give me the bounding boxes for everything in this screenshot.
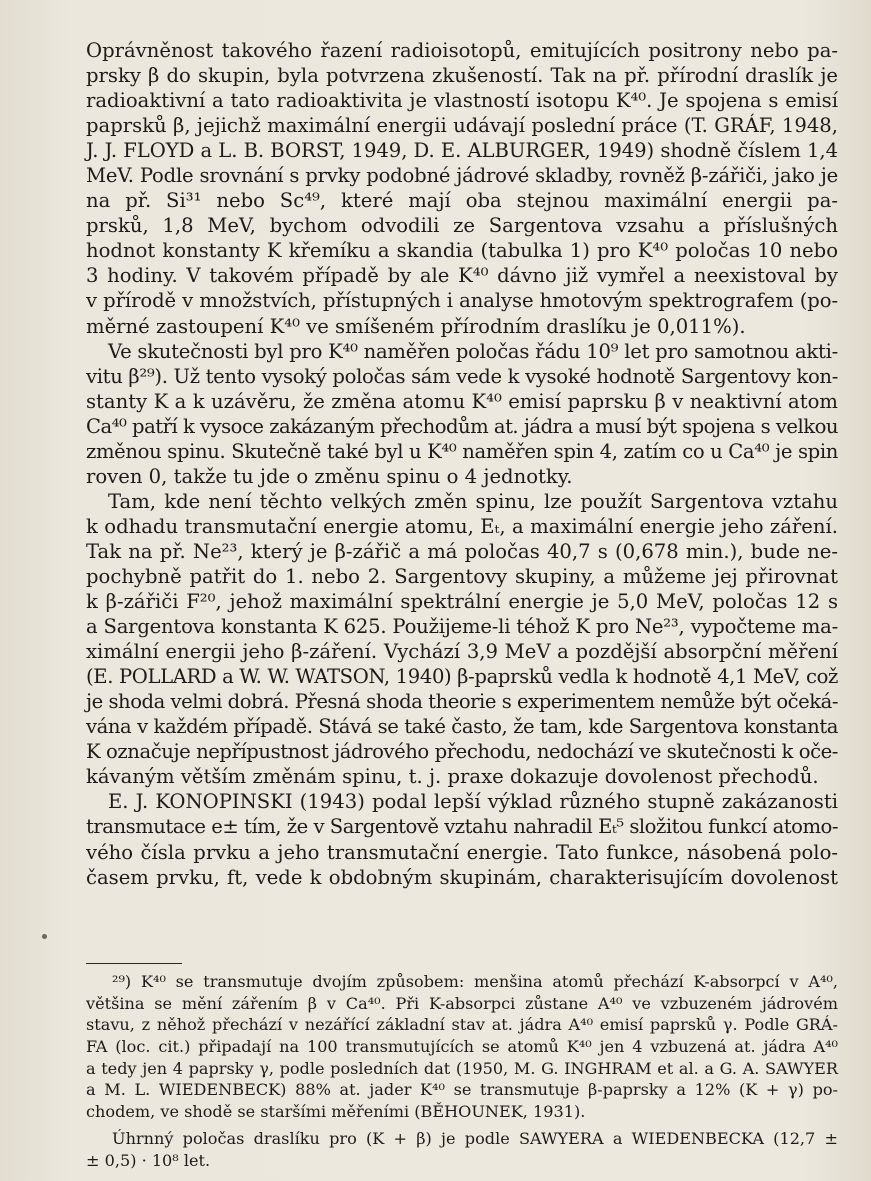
footnote-line: a M. L. WIEDENBECK) 88% at. jader K⁴⁰ se transmutuje β-paprsky a 12% (K + γ) po-	[86, 1080, 838, 1100]
text-line: k odhadu transmutační energie atomu, Eₜ, a maximální energie jeho záření.	[86, 514, 838, 538]
text-line: J. J. FLOYD a L. B. BORST, 1949, D. E. ALBURGER, 1949) shodně číslem 1,4	[86, 139, 838, 163]
text-line: transmutace e± tím, že v Sargentově vztahu nahradil Eₜ⁵ složitou funkcí atomo-	[86, 815, 838, 839]
footnote-line: stavu, z něhož přechází v nezářící základní stav at. jádra A⁴⁰ emisí paprsků γ. Podle GRÁ-	[86, 1015, 838, 1035]
text-line: k β-zářiči F²⁰, jehož maximální spektrální energie je 5,0 MeV, poločas 12 s	[86, 590, 838, 614]
text-line: paprsků β, jejichž maximální energii udávají poslední práce (T. GRÁF, 1948,	[86, 114, 838, 138]
text-line: 3 hodiny. V takovém případě by ale K⁴⁰ dávno již vymřel a neexistoval by	[86, 264, 838, 288]
text-line: Tak na př. Ne²³, který je β-zářič a má poločas 40,7 s (0,678 min.), bude ne-	[86, 539, 838, 563]
paragraph-start: Ve skutečnosti byl pro K⁴⁰ naměřen poločas řádu 10⁹ let pro samotnou akti-	[108, 339, 838, 363]
text-line: měrné zastoupení K⁴⁰ ve smíšeném přírodním draslíku je 0,011%).	[86, 314, 746, 338]
text-line: MeV. Podle srovnání s prvky podobné jádrové skladby, rovněž β-zářiči, jako je	[86, 164, 838, 188]
footnote-line: FA (loc. cit.) připadají na 100 transmutujících se atomů K⁴⁰ jen 4 vzbuzená at. jádra A⁴⁰	[86, 1037, 838, 1057]
text-line: ximální energii jeho β-záření. Vychází 3,9 MeV a pozdější absorpční měření	[86, 640, 838, 664]
text-line: hodnot konstanty K křemíku a skandia (tabulka 1) pro K⁴⁰ poločas 10 nebo	[86, 239, 838, 263]
text-line: kávaným větším změnám spinu, t. j. praxe dokazuje dovolenost přechodů.	[86, 765, 819, 789]
text-line: vitu β²⁹). Už tento vysoký poločas sám vede k vysoké hodnotě Sargentovy kon-	[86, 364, 838, 388]
text-line: Oprávněnost takového řazení radioisotopů, emitujících positrony nebo pa-	[86, 39, 838, 62]
footnote-line: Úhrnný poločas draslíku pro (K + β) je podle SAWYERA a WIEDENBECKA (12,7 ±	[112, 1128, 838, 1148]
footnote-rule	[86, 963, 182, 964]
text-line: roven 0, takže tu jde o změnu spinu o 4 jednotky.	[86, 464, 573, 488]
text-line: stanty K a k uzávěru, že změna atomu K⁴⁰ emisí paprsku β v neaktivní atom	[86, 389, 838, 413]
text-line: časem prvku, ft, vede k obdobným skupinám, charakterisujícím dovolenost	[86, 865, 838, 889]
text-line: pochybně patřit do 1. nebo 2. Sargentovy skupiny, a můžeme jej přirovnat	[86, 564, 838, 588]
text-line: K označuje nepřípustnost jádrového přechodu, nedochází ve skutečnosti k oče-	[86, 740, 838, 764]
footnote-line: ± 0,5) · 10⁸ let.	[86, 1150, 211, 1170]
text-line: prsky β do skupin, byla potvrzena zkušeností. Tak na př. přírodní draslík je	[86, 64, 838, 88]
text-line: (E. POLLARD a W. W. WATSON, 1940) β-paprsků vedla k hodnotě 4,1 MeV, což	[86, 665, 838, 689]
text-line: vého čísla prvku a jeho transmutační energie. Tato funkce, násobená polo-	[86, 840, 838, 864]
paragraph-start: E. J. KONOPINSKI (1943) podal lepší výklad různého stupně zakázanosti	[108, 790, 838, 814]
text-line: Ca⁴⁰ patří k vysoce zakázaným přechodům at. jádra a musí být spojena s velkou	[86, 414, 839, 438]
footnote-line: většina se mění zářením β v Ca⁴⁰. Při K-absorpci zůstane A⁴⁰ ve vzbuzeném jádrovém	[86, 993, 838, 1013]
text-line: v přírodě v množstvích, přístupných i analyse hmotovým spektrografem (po-	[86, 289, 838, 313]
text-line: změnou spinu. Skutečně také byl u K⁴⁰ naměřen spin 4, zatím co u Ca⁴⁰ je spin	[86, 439, 838, 463]
text-line: vána v každém případě. Stává se také často, že tam, kde Sargentova konstanta	[86, 715, 838, 739]
text-line: radioaktivní a tato radioaktivita je vlastností isotopu K⁴⁰. Je spojena s emisí	[86, 89, 838, 113]
page-blemish	[42, 934, 47, 939]
footnote-line: a tedy jen 4 paprsky γ, podle posledních dat (1950, M. G. INGHRAM et al. a G. A. SAWYER	[86, 1058, 838, 1078]
text-line: prsků, 1,8 MeV, bychom odvodili ze Sargentova vzsahu a příslušných	[86, 214, 838, 238]
footnotes	[86, 971, 838, 1171]
text-line: a Sargentova konstanta K 625. Použijeme-li téhož K pro Ne²³, vypočteme ma-	[86, 615, 839, 639]
footnote-line: chodem, ve shodě se staršími měřeními (BĚHOUNEK, 1931).	[86, 1102, 586, 1122]
paragraph-start: Tam, kde není těchto velkých změn spinu, lze použít Sargentova vztahu	[108, 489, 838, 513]
main-text	[86, 38, 838, 890]
footnote-line: ²⁹) K⁴⁰ se transmutuje dvojím způsobem: menšina atomů přechází K-absorpcí v A⁴⁰,	[112, 972, 838, 991]
text-line: je shoda velmi dobrá. Přesná shoda theorie s experimentem nemůže být očeká-	[86, 690, 839, 714]
text-line: na př. Si³¹ nebo Sc⁴⁹, které mají oba stejnou maximální energii pa-	[86, 189, 838, 213]
